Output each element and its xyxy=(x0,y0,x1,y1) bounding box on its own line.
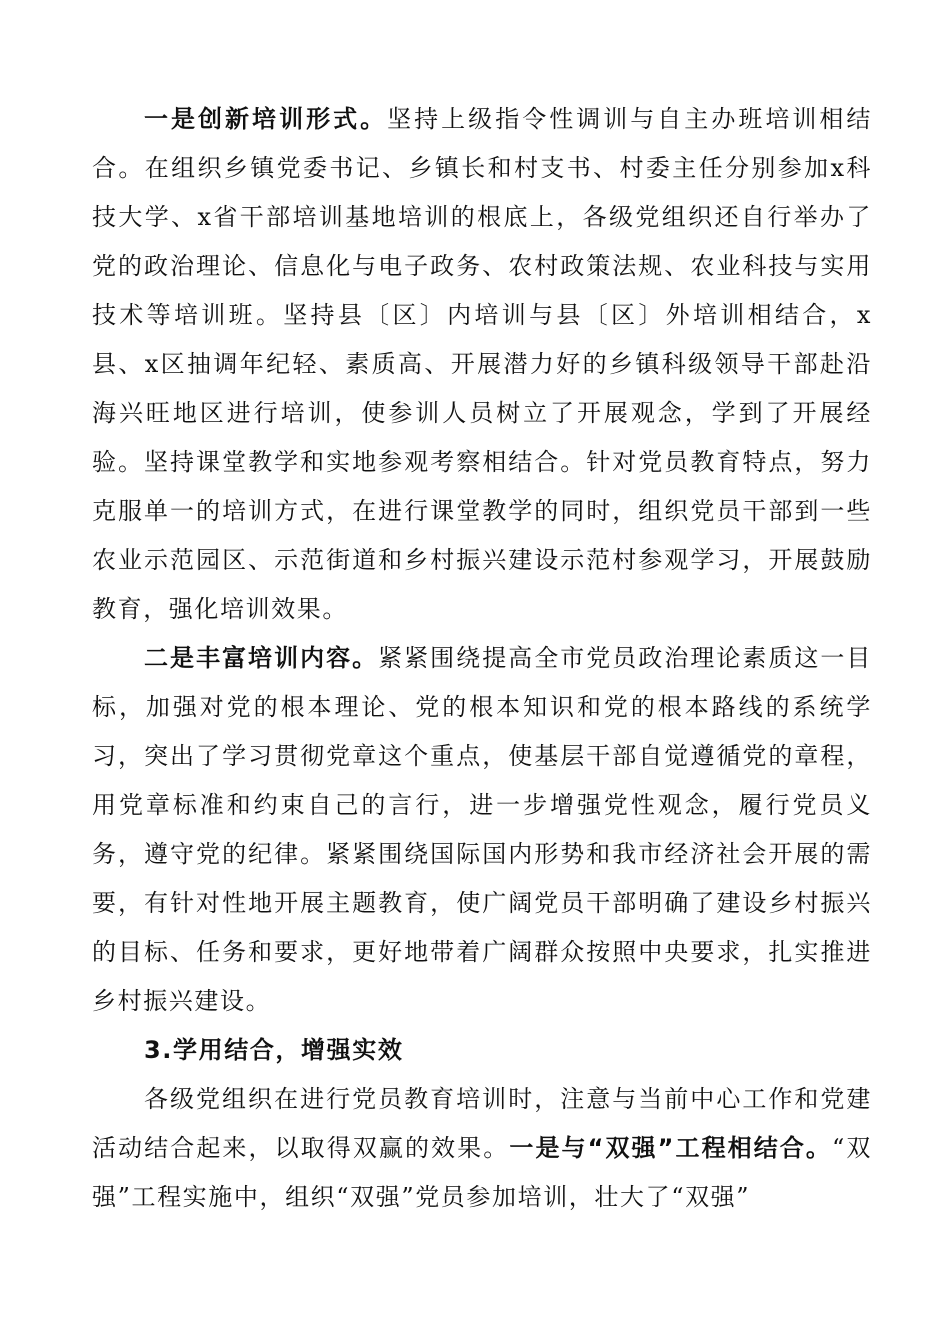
paragraph-enrich-training-content xyxy=(92,634,872,1026)
paragraph-lead: 一是创新培训形式。 xyxy=(144,105,388,133)
document-body xyxy=(92,95,872,1222)
paragraph-text-continued: “双强”工程实施中，组织“双强”党员参加培训，壮大了“双强” xyxy=(92,1134,872,1211)
paragraph-text: 紧紧围绕提高全市党员政治理论素质这一目标，加强对党的根本理论、党的根本知识和党的根本路线的系统学习，突出了学习贯彻党章这个重点，使基层干部自觉遵循党的章程，用党章标准和约束自己的言行，进一步增强党性观念，履行党员义务，遵守党的纪律。紧紧围绕国际国内形势和我市经济社会开展的需要，有针对性地开展主题教育，使广阔党员干部明确了建设乡村振兴的目标、任务和要求，更好地带着广阔群众按照中央要求，扎实推进乡村振兴建设。 xyxy=(92,644,872,1015)
paragraph-lead: 一是与“双强”工程相结合。 xyxy=(509,1134,833,1162)
paragraph-combine-learning-use xyxy=(92,1075,872,1222)
paragraph-lead: 二是丰富培训内容。 xyxy=(144,644,379,672)
paragraph-innovate-training-form xyxy=(92,95,872,634)
paragraph-text: 各级党组织在进行党员教育培训时，注意与当前中心工作和党建活动结合起来，以取得双赢的效果。 xyxy=(92,1085,872,1162)
paragraph-text: 坚持上级指令性调训与自主办班培训相结合。在组织乡镇党委书记、乡镇长和村支书、村委主任分别参加x科技大学、x省干部培训基地培训的根底上，各级党组织还自行举办了党的政治理论、信息化与电子政务、农村政策法规、农业科技与实用技术等培训班。坚持县〔区〕内培训与县〔区〕外培训相结合，x县、x区抽调年纪轻、素质高、开展潜力好的乡镇科级领导干部赴沿海兴旺地区进行培训，使参训人员树立了开展观念，学到了开展经验。坚持课堂教学和实地参观考察相结合。针对党员教育特点，努力克服单一的培训方式，在进行课堂教学的同时，组织党员干部到一些农业示范园区、示范街道和乡村振兴建设示范村参观学习，开展鼓励教育，强化培训效果。 xyxy=(92,105,872,623)
section-heading: 3.学用结合，增强实效 xyxy=(144,1036,404,1064)
